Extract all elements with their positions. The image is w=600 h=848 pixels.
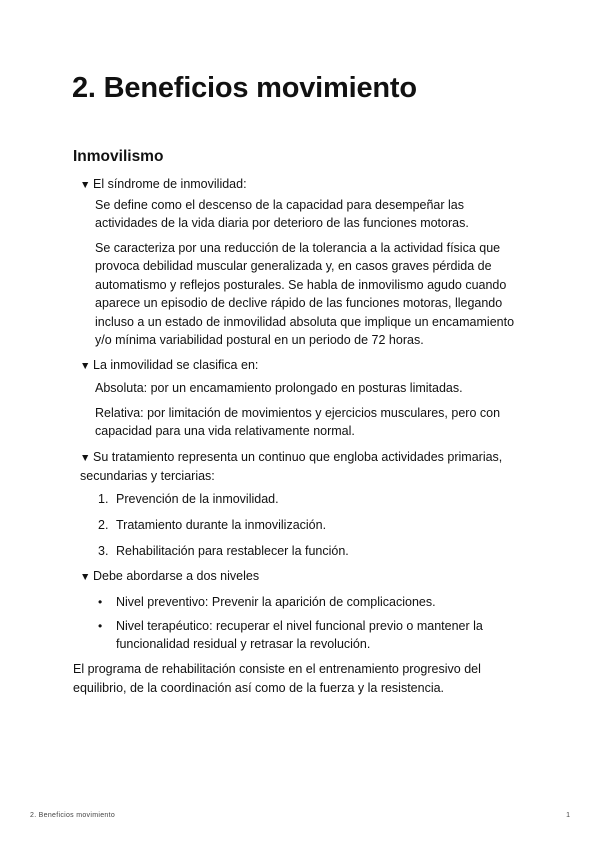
paragraph-definition: Se define como el descenso de la capacidad para desempeñar las actividades de la vida diaria por deterioro de las funciones motoras. — [95, 198, 469, 231]
paragraph-characteristics: Se caracteriza por una reducción de la tolerancia a la actividad física que provoca debilidad muscular generalizada y, en casos graves pérdida de automatismo y reflejos posturales. Se habla de inmovilismo agudo cuando aparece un episodio de declive rápido de las funciones motoras, llegando incluso a un estado de inmovilidad absoluta que implique un encamamiento y/o mínima variabilidad postural en un periodo de 72 horas. — [95, 241, 515, 348]
triangle-down-icon[interactable]: ▼ — [80, 179, 91, 191]
toggle-tratamiento[interactable] — [80, 448, 510, 485]
list-item: 3. Rehabilitación para restablecer la función. — [98, 544, 349, 558]
toggle-sindrome[interactable] — [80, 175, 247, 194]
toggle-clasificacion[interactable] — [80, 356, 258, 375]
toggle-label: El síndrome de inmovilidad: — [93, 177, 247, 191]
list-item: 2. Tratamiento durante la inmovilización. — [98, 518, 327, 532]
paragraph-relativa: Relativa: por limitación de movimientos y ejercicios musculares, pero con capacidad para una vida relativamente normal. — [95, 406, 501, 439]
list-item: • Nivel terapéutico: recuperar el nivel funcional previo o mantener la funcionalidad residual y retrasar la revolución. — [98, 619, 483, 651]
triangle-down-icon[interactable]: ▼ — [80, 452, 91, 464]
page-title: 2. Beneficios movimiento — [72, 72, 417, 104]
triangle-down-icon[interactable]: ▼ — [80, 571, 91, 583]
bullet-icon: • — [98, 595, 103, 609]
triangle-down-icon[interactable]: ▼ — [80, 360, 91, 372]
bullet-icon: • — [98, 619, 103, 633]
toggle-label: Su tratamiento representa un continuo que engloba actividades primarias, secundarias y terciarias: — [80, 450, 503, 483]
closing-paragraph: El programa de rehabilitación consiste en el entrenamiento progresivo del equilibrio, de la coordinación así como de la fuerza y la resistencia. — [73, 662, 481, 695]
paragraph-absoluta: Absoluta: por un encamamiento prolongado en posturas limitadas. — [95, 381, 463, 395]
section-heading: Inmovilismo — [73, 148, 164, 165]
footer-title: 2. Beneficios movimiento — [30, 812, 116, 819]
toggle-label: La inmovilidad se clasifica en: — [93, 358, 259, 372]
list-item: • Nivel preventivo: Prevenir la aparición de complicaciones. — [98, 595, 436, 609]
list-item: 1. Prevención de la inmovilidad. — [98, 492, 279, 506]
toggle-niveles[interactable] — [80, 567, 259, 586]
footer-page-number: 1 — [566, 812, 570, 819]
toggle-label: Debe abordarse a dos niveles — [93, 569, 260, 583]
